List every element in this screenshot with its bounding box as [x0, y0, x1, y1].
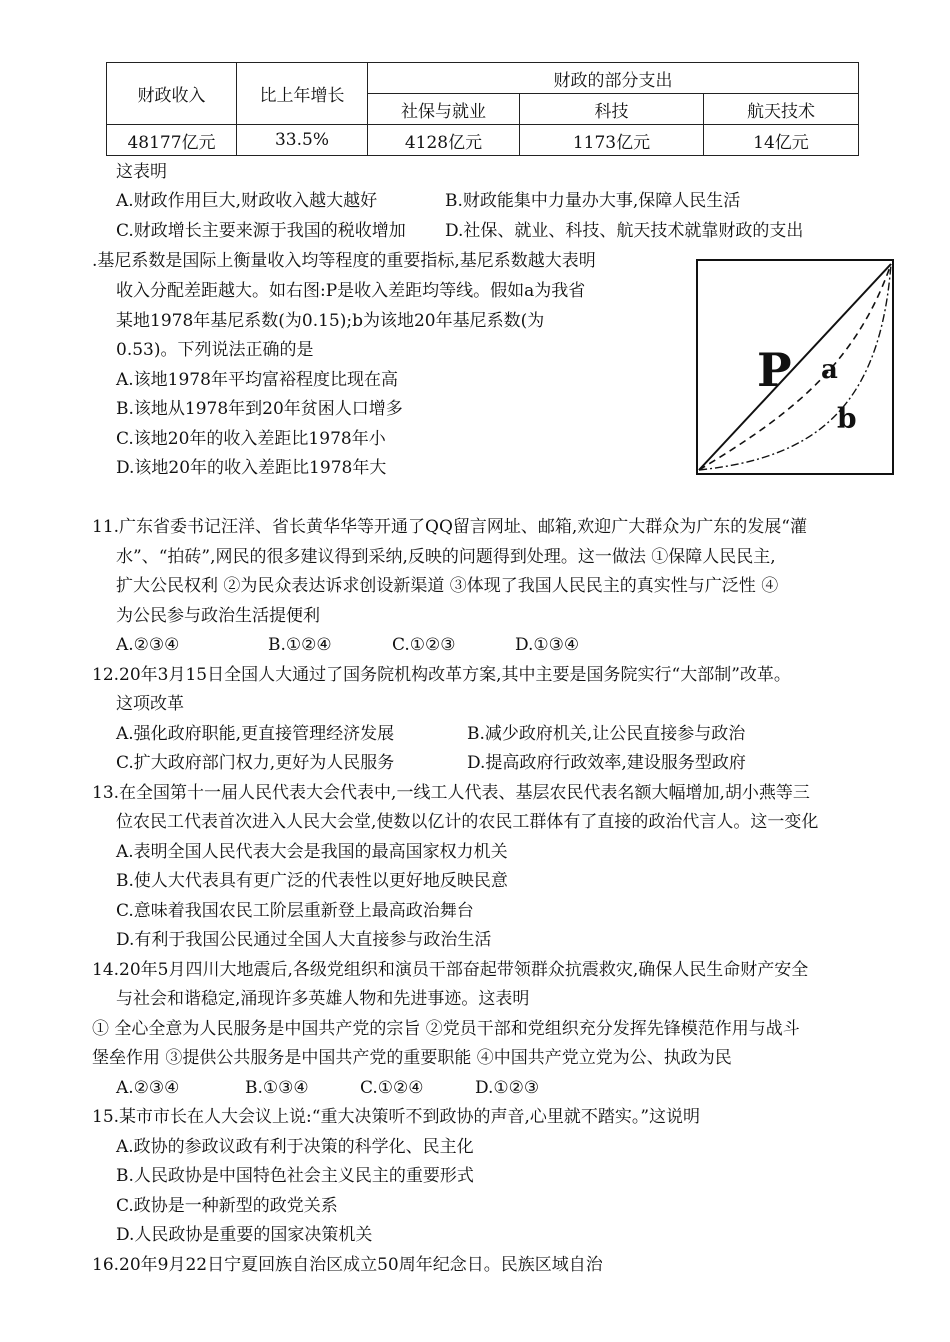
- q11-line-1: 11.广东省委书记汪洋、省长黄华华等开通了QQ留言网址、邮箱,欢迎广大群众为广东的发展“灌: [92, 517, 808, 537]
- q13-option-b: B.使人大代表具有更广泛的代表性以更好地反映民意: [116, 871, 508, 891]
- label-a: a: [821, 355, 838, 385]
- q13-line-2: 位农民工代表首次进入人民大会堂,使数以亿计的农民工群体有了直接的政治代言人。这一变化: [116, 812, 819, 832]
- q9-option-d: D.社保、就业、科技、航天技术就靠财政的支出: [445, 221, 804, 241]
- header-income: 财政收入: [107, 63, 237, 125]
- q12-option-c: C.扩大政府部门权力,更好为人民服务: [116, 753, 395, 773]
- q10-line-1: .基尼系数是国际上衡量收入均等程度的重要指标,基尼系数越大表明: [92, 251, 596, 271]
- q11-line-4: 为公民参与政治生活提便利: [116, 606, 320, 626]
- q9-option-a: A.财政作用巨大,财政收入越大越好: [116, 191, 378, 211]
- q15-option-a: A.政协的参政议政有利于决策的科学化、民主化: [116, 1137, 474, 1157]
- header-growth: 比上年增长: [237, 63, 368, 125]
- q10-line-2: 收入分配差距越大。如右图:P是收入差距均等线。假如a为我省: [116, 281, 586, 301]
- q15-option-b: B.人民政协是中国特色社会主义民主的重要形式: [116, 1166, 474, 1186]
- q11-line-3: 扩大公民权利 ②为民众表达诉求创设新渠道 ③体现了我国人民民主的真实性与广泛性 ④: [116, 576, 779, 596]
- cell-space: 14亿元: [704, 125, 859, 156]
- q9-option-b: B.财政能集中力量办大事,保障人民生活: [445, 191, 741, 211]
- q11-option-b: B.①②④: [268, 635, 332, 655]
- q14-option-d: D.①②③: [475, 1078, 540, 1098]
- q15-line-1: 15.某市市长在人大会议上说:“重大决策听不到政协的声音,心里就不踏实。”这说明: [92, 1107, 701, 1127]
- q12-line-2: 这项改革: [116, 694, 184, 714]
- header-tech: 科技: [520, 94, 704, 125]
- label-b: b: [837, 402, 857, 435]
- q12-option-b: B.减少政府机关,让公民直接参与政治: [467, 724, 746, 744]
- cell-tech: 1173亿元: [520, 125, 704, 156]
- q13-option-d: D.有利于我国公民通过全国人大直接参与政治生活: [116, 930, 492, 950]
- q11-option-c: C.①②③: [392, 635, 456, 655]
- lorenz-curve-figure: [695, 258, 895, 476]
- q10-option-a: A.该地1978年平均富裕程度比现在高: [116, 370, 398, 390]
- q14-option-b: B.①③④: [245, 1078, 309, 1098]
- q11-option-d: D.①③④: [515, 635, 580, 655]
- q12-line-1: 12.20年3月15日全国人大通过了国务院机构改革方案,其中主要是国务院实行“大部制”改革。: [92, 665, 791, 685]
- q10-option-c: C.该地20年的收入差距比1978年小: [116, 429, 386, 449]
- q10-line-4: 0.53)。下列说法正确的是: [116, 340, 314, 360]
- q9-option-c: C.财政增长主要来源于我国的税收增加: [116, 221, 406, 241]
- q13-option-c: C.意味着我国农民工阶层重新登上最高政治舞台: [116, 901, 474, 921]
- q15-option-d: D.人民政协是重要的国家决策机关: [116, 1225, 373, 1245]
- equality-line-p: [699, 264, 891, 470]
- q12-option-d: D.提高政府行政效率,建设服务型政府: [467, 753, 746, 773]
- q14-option-c: C.①②④: [360, 1078, 424, 1098]
- q11-option-a: A.②③④: [116, 635, 180, 655]
- q12-option-a: A.强化政府职能,更直接管理经济发展: [116, 724, 395, 744]
- q15-option-c: C.政协是一种新型的政党关系: [116, 1196, 338, 1216]
- q10-option-d: D.该地20年的收入差距比1978年大: [116, 458, 387, 478]
- header-social: 社保与就业: [368, 94, 520, 125]
- q13-line-1: 13.在全国第十一届人民代表大会代表中,一线工人代表、基层农民代表名额大幅增加,胡小燕等三: [92, 783, 810, 803]
- cell-growth: 33.5%: [237, 125, 368, 156]
- q14-line-4: 堡垒作用 ③提供公共服务是中国共产党的重要职能 ④中国共产党立党为公、执政为民: [92, 1048, 732, 1068]
- q14-line-1: 14.20年5月四川大地震后,各级党组织和演员干部奋起带领群众抗震救灾,确保人民生命财产安全: [92, 960, 809, 980]
- label-p: P: [757, 343, 792, 397]
- q10-option-b: B.该地从1978年到20年贫困人口增多: [116, 399, 403, 419]
- q13-option-a: A.表明全国人民代表大会是我国的最高国家权力机关: [116, 842, 508, 862]
- q16-line-1: 16.20年9月22日宁夏回族自治区成立50周年纪念日。民族区域自治: [92, 1255, 603, 1275]
- header-expense: 财政的部分支出: [368, 63, 859, 94]
- q9-stem: 这表明: [116, 162, 167, 182]
- finance-table: [106, 62, 859, 156]
- q14-line-2: 与社会和谐稳定,涌现许多英雄人物和先进事迹。这表明: [116, 989, 530, 1009]
- q14-line-3: ① 全心全意为人民服务是中国共产党的宗旨 ②党员干部和党组织充分发挥先锋模范作用与战斗: [92, 1019, 800, 1039]
- q14-option-a: A.②③④: [116, 1078, 180, 1098]
- q10-line-3: 某地1978年基尼系数(为0.15);b为该地20年基尼系数(为: [116, 311, 545, 331]
- header-space: 航天技术: [704, 94, 859, 125]
- q11-line-2: 水”、“拍砖”,网民的很多建议得到采纳,反映的问题得到处理。这一做法 ①保障人民民主,: [116, 547, 776, 567]
- cell-income: 48177亿元: [107, 125, 237, 156]
- cell-social: 4128亿元: [368, 125, 520, 156]
